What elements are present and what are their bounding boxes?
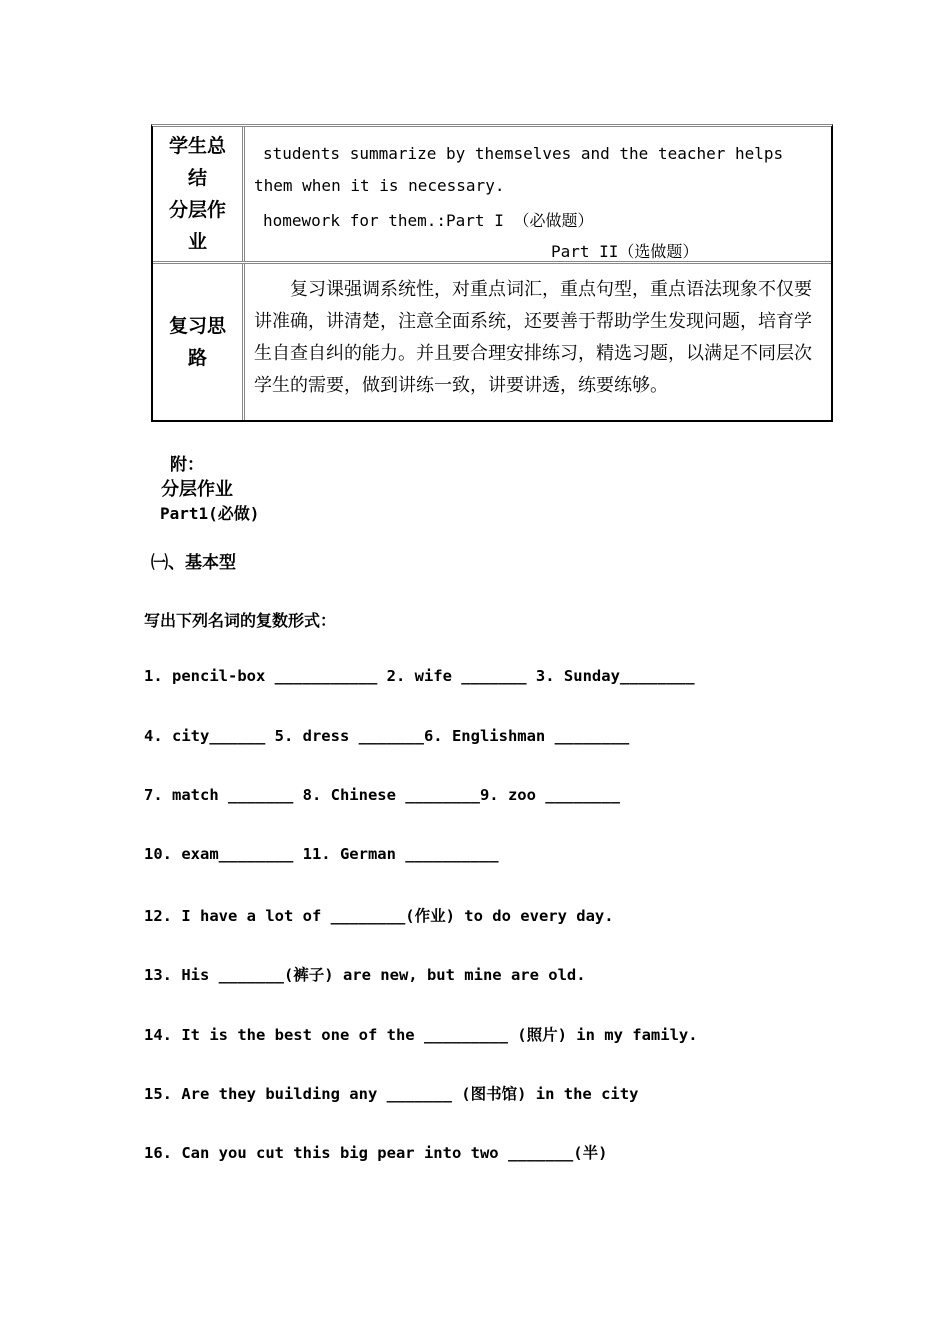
question-line: 7. match _______ 8. Chinese ________9. zoo ________: [144, 786, 620, 804]
summary-body-cell: [248, 127, 831, 261]
question-line: 12. I have a lot of ________(作业) to do every day.: [144, 907, 614, 925]
question-line: 4. city______ 5. dress _______6. Englishman ________: [144, 727, 630, 745]
question-line: 16. Can you cut this big pear into two _______(半): [144, 1144, 608, 1162]
summary-body-line: homework for them.:Part I （必做题）: [263, 211, 594, 230]
question-line: 1. pencil-box ___________ 2. wife _______ 3. Sunday________: [144, 667, 695, 685]
review-body-cell: [248, 264, 831, 420]
question-line: 13. His _______(裤子) are new, but mine are old.: [144, 966, 586, 984]
question-line: 10. exam________ 11. German __________: [144, 845, 499, 863]
summary-body-line: Part II（选做题）: [551, 242, 699, 261]
lesson-plan-table: [151, 124, 833, 422]
appendix-part: Part1(必做): [160, 504, 260, 523]
question-line: 14. It is the best one of the _________ (照片) in my family.: [144, 1026, 698, 1044]
summary-header-line: 学生总: [168, 135, 226, 157]
exercise-instruction: 写出下列名词的复数形式：: [144, 611, 337, 630]
section-heading: ㈠、基本型: [151, 553, 236, 573]
review-header-cell: [153, 264, 245, 420]
summary-header-cell: [153, 127, 245, 261]
appendix-label: 附：: [170, 455, 204, 475]
summary-header-line: 结: [187, 167, 207, 189]
summary-body-line: students summarize by themselves and the teacher helps: [263, 144, 784, 163]
review-body-text: 复习课强调系统性，对重点词汇，重点句型，重点语法现象不仅要讲准确，讲清楚，注意全面系统，还要善于帮助学生发现问题，培育学生自查自纠的能力。并且要合理安排练习，精选习题，以满足不同层次学生的需要，做到讲练一致，讲要讲透，练要练够。: [254, 279, 812, 396]
summary-header-line: 业: [187, 231, 207, 253]
review-header-line: 路: [187, 347, 207, 369]
question-line: 15. Are they building any _______ (图书馆) in the city: [144, 1085, 639, 1103]
summary-body-line: them when it is necessary.: [254, 176, 505, 195]
table-row-summary: [153, 127, 831, 264]
appendix-title: 分层作业: [161, 479, 233, 500]
table-row-review: [153, 264, 831, 420]
review-header-line: 复习思: [168, 315, 226, 337]
summary-header-line: 分层作: [168, 199, 226, 221]
